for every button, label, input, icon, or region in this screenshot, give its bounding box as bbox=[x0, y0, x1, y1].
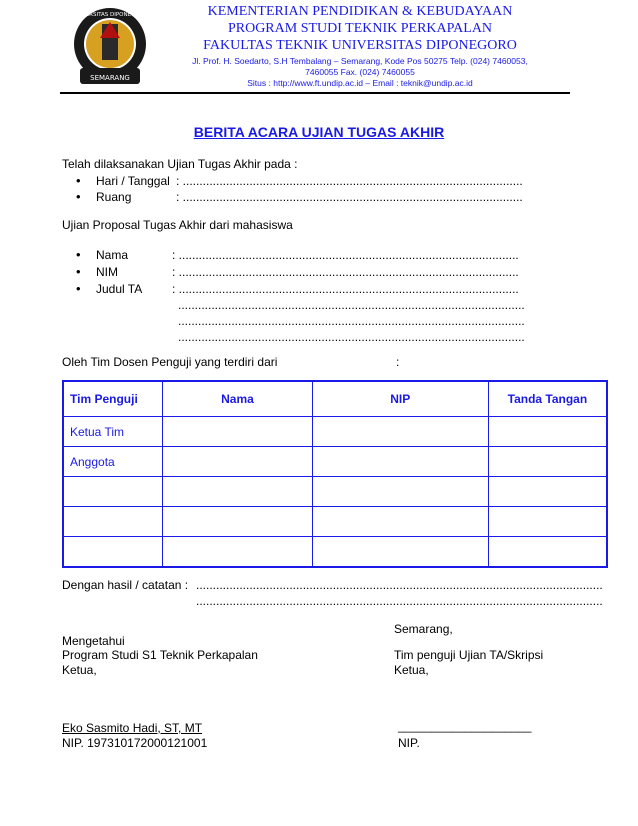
letterhead-address-2: 7460055 Fax. (024) 7460055 bbox=[305, 67, 415, 77]
table-cell-signature[interactable] bbox=[488, 447, 607, 477]
letterhead-address-3: Situs : http://www.ft.undip.ac.id – Email : teknik@undip.ac.id bbox=[247, 78, 473, 88]
table-cell-name[interactable] bbox=[163, 507, 312, 537]
student-value-nim: : ...................................................................................................... bbox=[172, 265, 519, 279]
table-cell-nip[interactable] bbox=[312, 417, 488, 447]
table-row bbox=[63, 417, 607, 447]
table-row bbox=[63, 507, 607, 537]
left-role-1: Program Studi S1 Teknik Perkapalan bbox=[62, 648, 258, 662]
left-signatory-nip: NIP. 197310172000121001 bbox=[62, 736, 208, 750]
student-label-name: Nama bbox=[96, 248, 129, 262]
schedule-value-room: : ...................................................................................................... bbox=[176, 190, 523, 204]
schedule-label-room: Ruang bbox=[96, 190, 132, 204]
table-cell-name[interactable] bbox=[163, 447, 312, 477]
student-label-nim: NIM bbox=[96, 265, 118, 279]
table-cell-signature[interactable] bbox=[488, 507, 607, 537]
letterhead-line-3: FAKULTAS TEKNIK UNIVERSITAS DIPONEGORO bbox=[203, 38, 517, 53]
header-examiner-team: Tim Penguji bbox=[63, 381, 163, 417]
table-cell-name[interactable] bbox=[163, 537, 312, 568]
right-signatory-nip: NIP. bbox=[398, 736, 420, 750]
table-cell-nip[interactable] bbox=[312, 477, 488, 507]
table-cell-signature[interactable] bbox=[488, 417, 607, 447]
left-role-2: Ketua, bbox=[62, 663, 97, 677]
table-cell-nip[interactable] bbox=[312, 507, 488, 537]
intro-text: Telah dilaksanakan Ujian Tugas Akhir pada : bbox=[62, 157, 298, 171]
header-signature: Tanda Tangan bbox=[488, 381, 607, 417]
university-seal-icon bbox=[64, 4, 156, 90]
examiner-table bbox=[62, 380, 608, 568]
table-row bbox=[63, 477, 607, 507]
student-value-title: : ...................................................................................................... bbox=[172, 282, 519, 296]
table-cell-name[interactable] bbox=[163, 477, 312, 507]
table-cell-role bbox=[63, 537, 163, 568]
bullet: • bbox=[76, 189, 81, 204]
header-name: Nama bbox=[163, 381, 312, 417]
letterhead-divider bbox=[60, 92, 570, 94]
table-cell-role bbox=[63, 507, 163, 537]
bullet: • bbox=[76, 281, 81, 296]
table-cell-role: Anggota bbox=[63, 447, 163, 477]
left-signatory-name: Eko Sasmito Hadi, ST, MT bbox=[62, 721, 203, 735]
letterhead-line-2: PROGRAM STUDI TEKNIK PERKAPALAN bbox=[227, 21, 493, 36]
right-role-2: Ketua, bbox=[394, 663, 429, 677]
title-continuation-line: ........................................................................................................ bbox=[178, 298, 525, 312]
letterhead-line-1: KEMENTERIAN PENDIDIKAN & KEBUDAYAAN bbox=[207, 4, 513, 19]
table-row bbox=[63, 447, 607, 477]
right-signature-line: ____________________ bbox=[398, 719, 532, 733]
title-continuation-line: ........................................................................................................ bbox=[178, 314, 525, 328]
left-caption: Mengetahui bbox=[62, 634, 125, 648]
committee-colon: : bbox=[396, 355, 400, 369]
table-cell-name[interactable] bbox=[163, 417, 312, 447]
title-continuation-line: ........................................................................................................ bbox=[178, 330, 525, 344]
proposal-intro-text: Ujian Proposal Tugas Akhir dari mahasiswa bbox=[62, 218, 293, 232]
table-cell-nip[interactable] bbox=[312, 537, 488, 568]
committee-intro-text: Oleh Tim Dosen Penguji yang terdiri dari bbox=[62, 355, 278, 369]
table-row bbox=[63, 537, 607, 568]
result-label: Dengan hasil / catatan : bbox=[62, 578, 189, 592]
right-role-1: Tim penguji Ujian TA/Skripsi bbox=[394, 648, 544, 662]
table-cell-nip[interactable] bbox=[312, 447, 488, 477]
result-line-1: .......................................................................................................................... bbox=[196, 578, 603, 592]
page-title: BERITA ACARA UJIAN TUGAS AKHIR bbox=[193, 124, 445, 140]
schedule-label-date: Hari / Tanggal bbox=[96, 174, 170, 188]
svg-text:UNIVERSITAS DIPONEGORO: UNIVERSITAS DIPONEGORO bbox=[72, 12, 148, 18]
schedule-value-date: : ...................................................................................................... bbox=[176, 174, 523, 188]
header-nip: NIP bbox=[312, 381, 488, 417]
bullet: • bbox=[76, 264, 81, 279]
student-label-title: Judul TA bbox=[96, 282, 143, 296]
student-value-name: : ...................................................................................................... bbox=[172, 248, 519, 262]
table-header-row bbox=[63, 381, 607, 417]
table-cell-signature[interactable] bbox=[488, 537, 607, 568]
table-cell-role bbox=[63, 477, 163, 507]
bullet: • bbox=[76, 247, 81, 262]
bullet: • bbox=[76, 173, 81, 188]
svg-text:SEMARANG: SEMARANG bbox=[90, 74, 130, 82]
university-logo bbox=[64, 4, 156, 90]
table-cell-signature[interactable] bbox=[488, 477, 607, 507]
letterhead-address-1: Jl. Prof. H. Soedarto, S.H Tembalang – Semarang, Kode Pos 50275 Telp. (024) 7460053, bbox=[192, 56, 528, 66]
table-cell-role: Ketua Tim bbox=[63, 417, 163, 447]
result-line-2: .......................................................................................................................... bbox=[196, 594, 603, 608]
signature-place: Semarang, bbox=[394, 622, 453, 636]
